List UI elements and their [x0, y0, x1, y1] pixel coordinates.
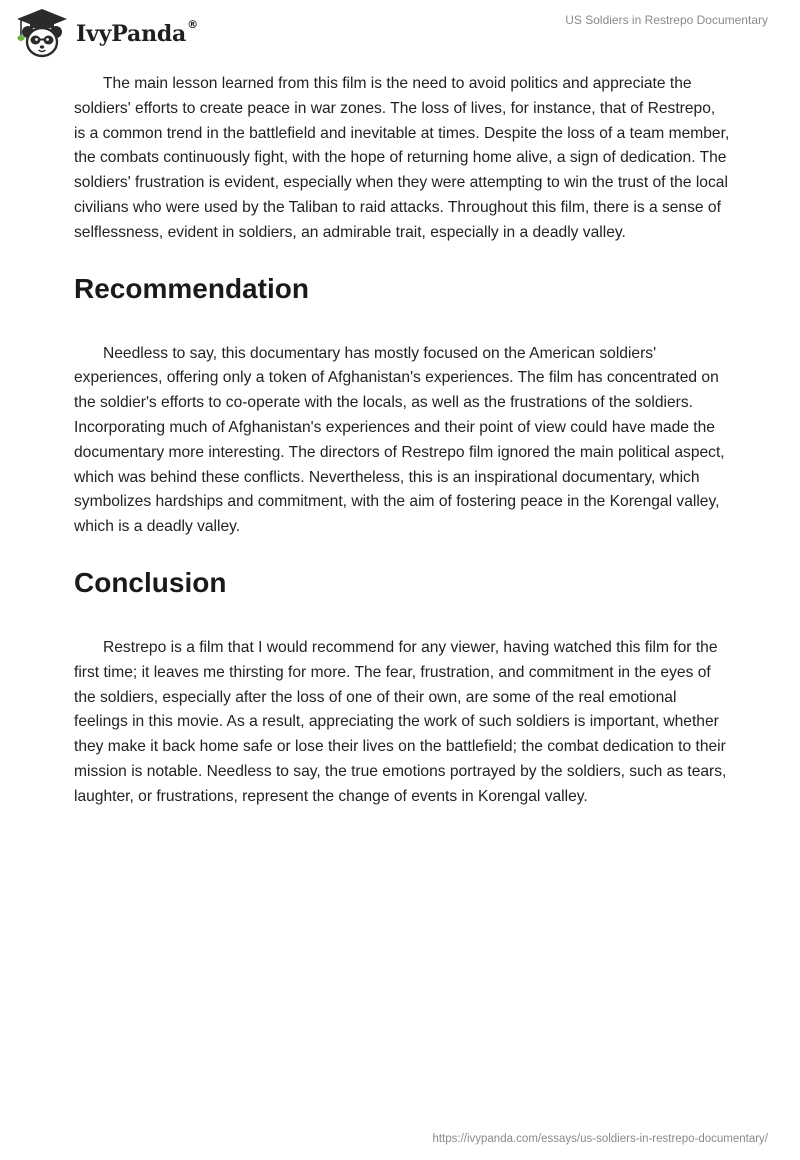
- registered-mark: ®: [187, 18, 198, 31]
- paragraph-recommendation: Needless to say, this documentary has mostly focused on the American soldiers' experiences, offering only a token of Afghanistan's experiences. The film has concentrated on the soldier's efforts to co-operate with the locals, as well as the frustrations of the soldiers. Incorporating much of Afghanistan's experiences and their point of view could have made the documentary more interesting. The directors of Restrepo film ignored the main political aspect, which was behind these conflicts. Nevertheless, this is an inspirational documentary, which symbolizes hardships and commitment, with the aim of fostering peace in the Korengal valley, which is a deadly valley.: [74, 344, 725, 536]
- heading-conclusion: Conclusion: [74, 566, 227, 598]
- panda-graduation-cap-icon: [14, 8, 70, 58]
- paragraph-main-lesson: The main lesson learned from this film is the need to avoid politics and appreciate the soldiers' efforts to create peace in war zones. The loss of lives, for instance, that of Restrepo, is a common trend in the battlefield and inevitable at times. Despite the loss of a team member, the combats continuously fight, with the hope of returning home alive, a sign of dedication. The soldiers' frustration is evident, especially when they were attempting to win the trust of the local civilians who were used by the Taliban to raid attacks. Throughout this film, there is a sense of selflessness, evident in soldiers, an admirable trait, especially in a deadly valley.: [74, 75, 730, 241]
- document-title: US Soldiers in Restrepo Documentary: [565, 13, 768, 27]
- page-header: [0, 0, 800, 60]
- source-url[interactable]: https://ivypanda.com/essays/us-soldiers-in-restrepo-documentary/: [432, 1133, 768, 1145]
- paragraph-conclusion: Restrepo is a film that I would recommend for any viewer, having watched this film for the first time; it leaves me thirsting for more. The fear, frustration, and commitment in the eyes of the soldiers, especially after the loss of one of their own, are some of the real emotional feelings in this movie. As a result, appreciating the work of such soldiers is important, whether they make it back home safe or lose their lives on the battlefield; the combat dedication to their mission is notable. Needless to say, the true emotions portrayed by the soldiers, such as tears, laughter, or frustrations, represent the change of events in Korengal valley.: [74, 638, 727, 805]
- heading-recommendation: Recommendation: [74, 272, 309, 304]
- brand-name: IvyPanda®: [76, 18, 198, 47]
- ivypanda-logo[interactable]: [14, 8, 198, 58]
- essay-content: [74, 72, 730, 810]
